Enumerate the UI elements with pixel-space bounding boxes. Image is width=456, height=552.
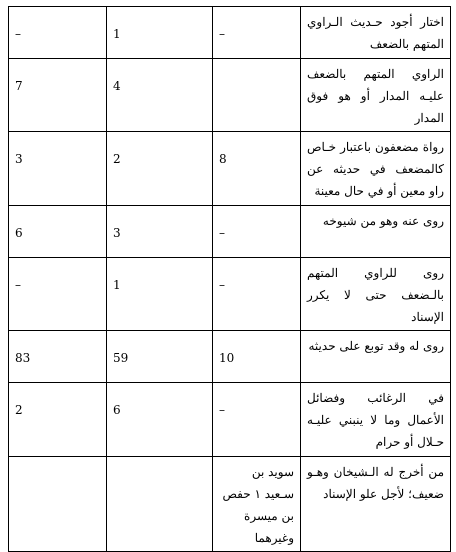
count-col-a: – <box>213 258 301 331</box>
table-row <box>9 7 451 59</box>
count-col-b <box>107 457 213 552</box>
row-description: روى له وقد توبع على حديثه <box>301 331 451 383</box>
count-col-a: – <box>213 206 301 258</box>
data-table <box>8 6 451 552</box>
count-col-c: – <box>9 258 107 331</box>
count-col-c <box>9 457 107 552</box>
count-col-b: 6 <box>107 383 213 457</box>
table-row <box>9 331 451 383</box>
count-col-b: 4 <box>107 59 213 132</box>
row-description: روى عنه وهو من شيوخه <box>301 206 451 258</box>
table-body <box>9 7 451 552</box>
row-description: روى للراوي المتهم بالـضعف حتى لا يكرر الإسناد <box>301 258 451 331</box>
table-row <box>9 457 451 552</box>
table-row <box>9 383 451 457</box>
count-col-a: 8 <box>213 132 301 206</box>
row-description: من أخرج له الـشيخان وهـو ضعيف؛ لأجل علو الإسناد <box>301 457 451 552</box>
count-col-c: 83 <box>9 331 107 383</box>
count-col-c: 3 <box>9 132 107 206</box>
count-col-c: – <box>9 7 107 59</box>
count-col-a: – <box>213 7 301 59</box>
count-col-a: 10 <box>213 331 301 383</box>
count-col-b: 3 <box>107 206 213 258</box>
count-col-a <box>213 59 301 132</box>
row-description: رواة مضعفون باعتبار خـاص كالمضعف في حديثه عن راو معين أو في حال معينة <box>301 132 451 206</box>
count-col-c: 6 <box>9 206 107 258</box>
row-note: سويد بن سـعيد ١ حفص بن ميسرة وغيرهما <box>213 457 301 552</box>
count-col-c: 2 <box>9 383 107 457</box>
table-row <box>9 132 451 206</box>
row-description: في الرغائب وفضائل الأعمال وما لا ينبني عليـه حـلال أو حرام <box>301 383 451 457</box>
count-col-b: 2 <box>107 132 213 206</box>
count-col-b: 59 <box>107 331 213 383</box>
row-description: الراوي المتهم بالضعف عليـه المدار أو هو فوق المدار <box>301 59 451 132</box>
count-col-b: 1 <box>107 258 213 331</box>
count-col-a: – <box>213 383 301 457</box>
row-description: اختار أجود حـديث الـراوي المتهم بالضعف <box>301 7 451 59</box>
count-col-b: 1 <box>107 7 213 59</box>
table-row <box>9 206 451 258</box>
count-col-c: 7 <box>9 59 107 132</box>
table-row <box>9 258 451 331</box>
table-row <box>9 59 451 132</box>
